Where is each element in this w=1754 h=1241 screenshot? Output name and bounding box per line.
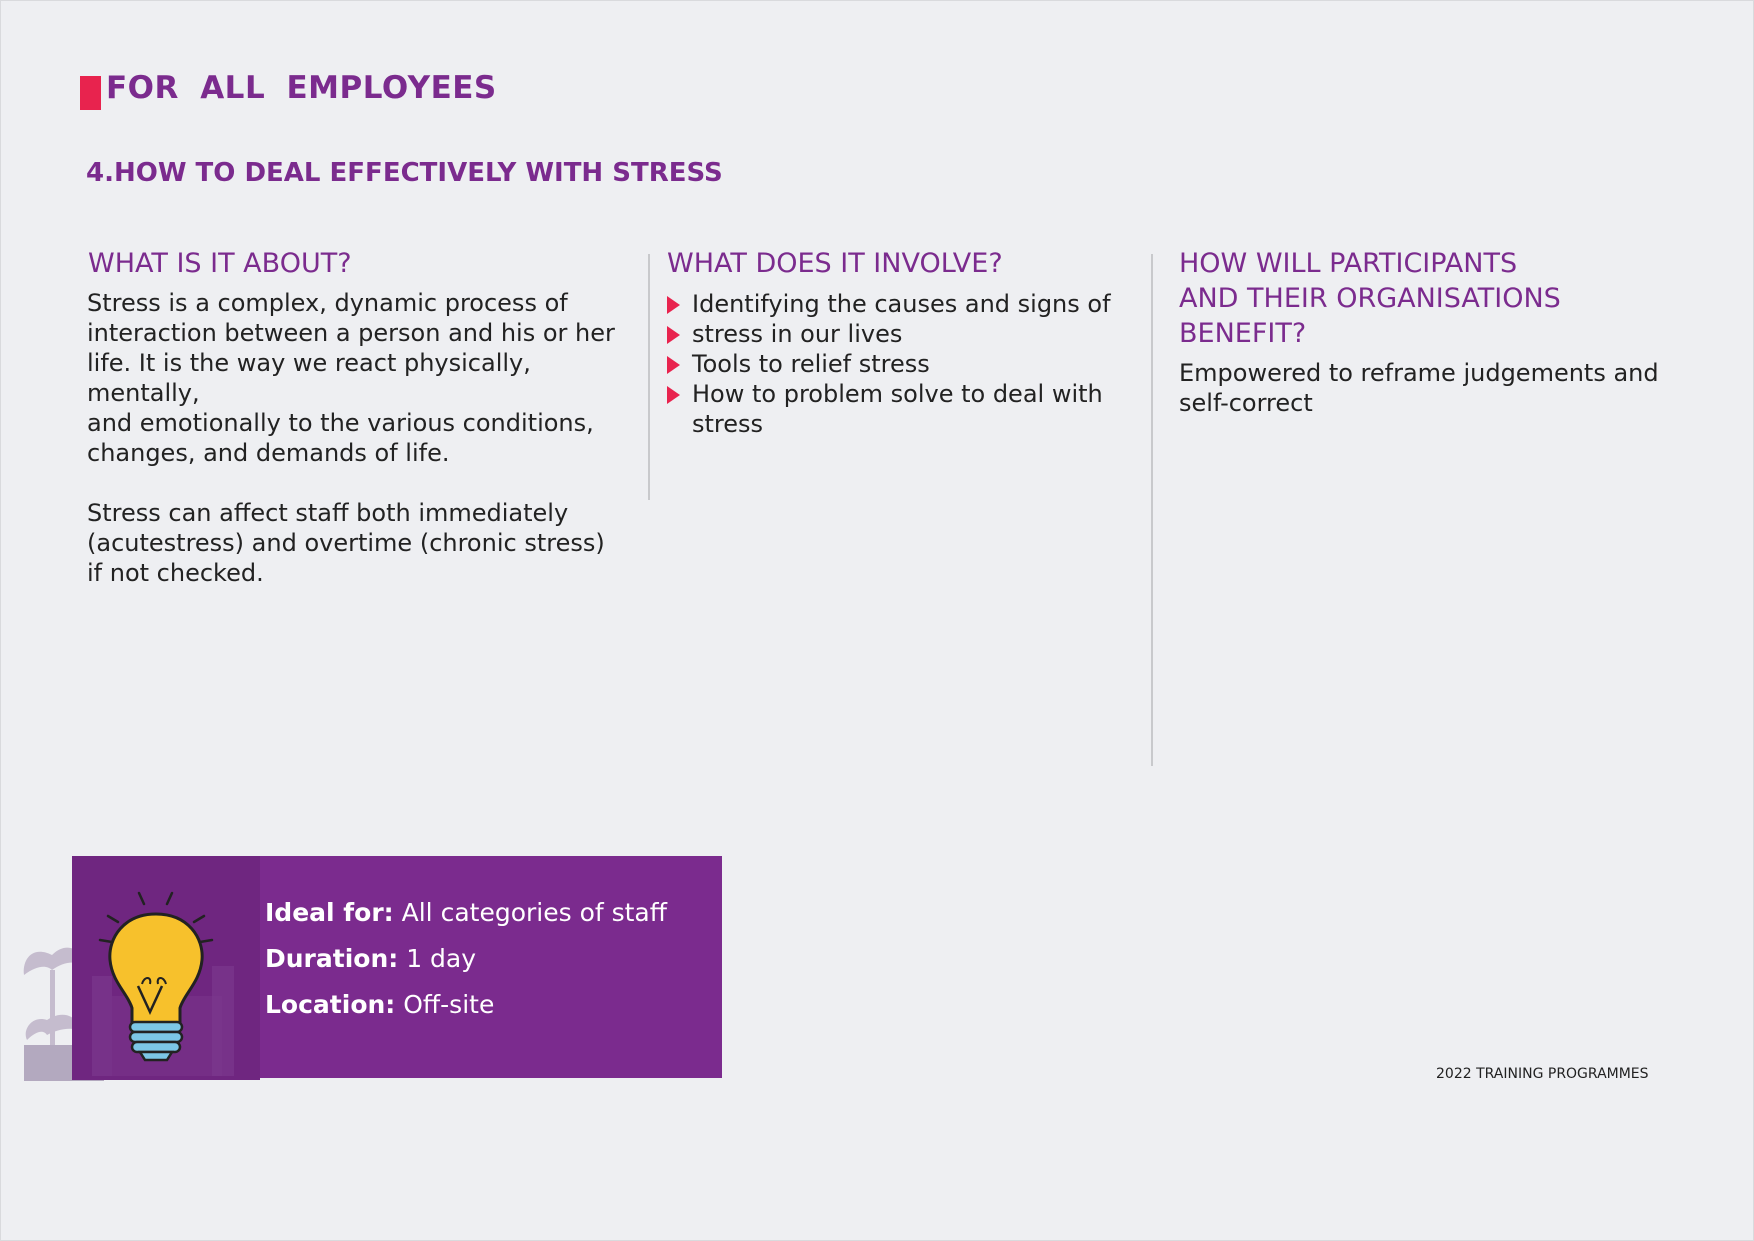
- about-line: life. It is the way we react physically, mentally,: [87, 349, 531, 407]
- about-line: Stress is a complex, dynamic process of: [87, 289, 568, 317]
- bullet-arrow-icon: [667, 356, 680, 374]
- duration-label: Duration:: [265, 944, 399, 973]
- about-line: changes, and demands of life.: [87, 439, 450, 467]
- duration-row: [265, 944, 476, 973]
- involve-list: [667, 289, 1127, 439]
- paragraph-gap: [87, 468, 647, 498]
- about-line: interaction between a person and his or her: [87, 319, 615, 347]
- about-line: (acutestress) and overtime (chronic stress): [87, 529, 605, 557]
- benefit-text: [1179, 358, 1699, 418]
- about-text: [87, 288, 647, 588]
- duration-value: 1 day: [398, 944, 477, 973]
- ideal-for-value: All categories of staff: [393, 898, 667, 927]
- about-line: if not checked.: [87, 559, 264, 587]
- benefit-line: self-correct: [1179, 389, 1313, 417]
- location-label: Location:: [265, 990, 396, 1019]
- column-divider-2: [1151, 254, 1153, 766]
- lightbulb-icon: [72, 856, 260, 1080]
- bullet-arrow-icon: [667, 326, 680, 344]
- about-heading: WHAT IS IT ABOUT?: [88, 248, 352, 279]
- column-divider-1: [648, 254, 650, 500]
- footer-text: 2022 TRAINING PROGRAMMES: [1436, 1066, 1649, 1082]
- location-row: [265, 990, 494, 1019]
- info-icon-panel: [72, 856, 260, 1080]
- involve-heading: WHAT DOES IT INVOLVE?: [667, 248, 1003, 279]
- list-item: stress in our lives: [667, 319, 1127, 349]
- about-line: Stress can affect staff both immediately: [87, 499, 569, 527]
- benefit-heading: [1179, 246, 1561, 351]
- bullet-arrow-icon: [667, 296, 680, 314]
- benefit-heading-line: AND THEIR ORGANISATIONS: [1179, 283, 1561, 314]
- benefit-line: Empowered to reframe judgements and: [1179, 359, 1659, 387]
- list-item: How to problem solve to deal with: [667, 379, 1127, 409]
- ideal-for-row: [265, 898, 667, 927]
- list-item: stress: [692, 410, 764, 438]
- list-item: Identifying the causes and signs of: [667, 289, 1127, 319]
- program-title: 4.HOW TO DEAL EFFECTIVELY WITH STRESS: [86, 158, 723, 188]
- bullet-arrow-icon: [667, 386, 680, 404]
- section-title: FOR ALL EMPLOYEES: [106, 70, 497, 106]
- ideal-for-label: Ideal for:: [265, 898, 394, 927]
- about-line: and emotionally to the various conditions,: [87, 409, 594, 437]
- list-item: Tools to relief stress: [667, 349, 1127, 379]
- benefit-heading-line: HOW WILL PARTICIPANTS: [1179, 248, 1518, 279]
- title-accent-bar: [80, 76, 101, 110]
- benefit-heading-line: BENEFIT?: [1179, 318, 1307, 349]
- location-value: Off-site: [395, 990, 495, 1019]
